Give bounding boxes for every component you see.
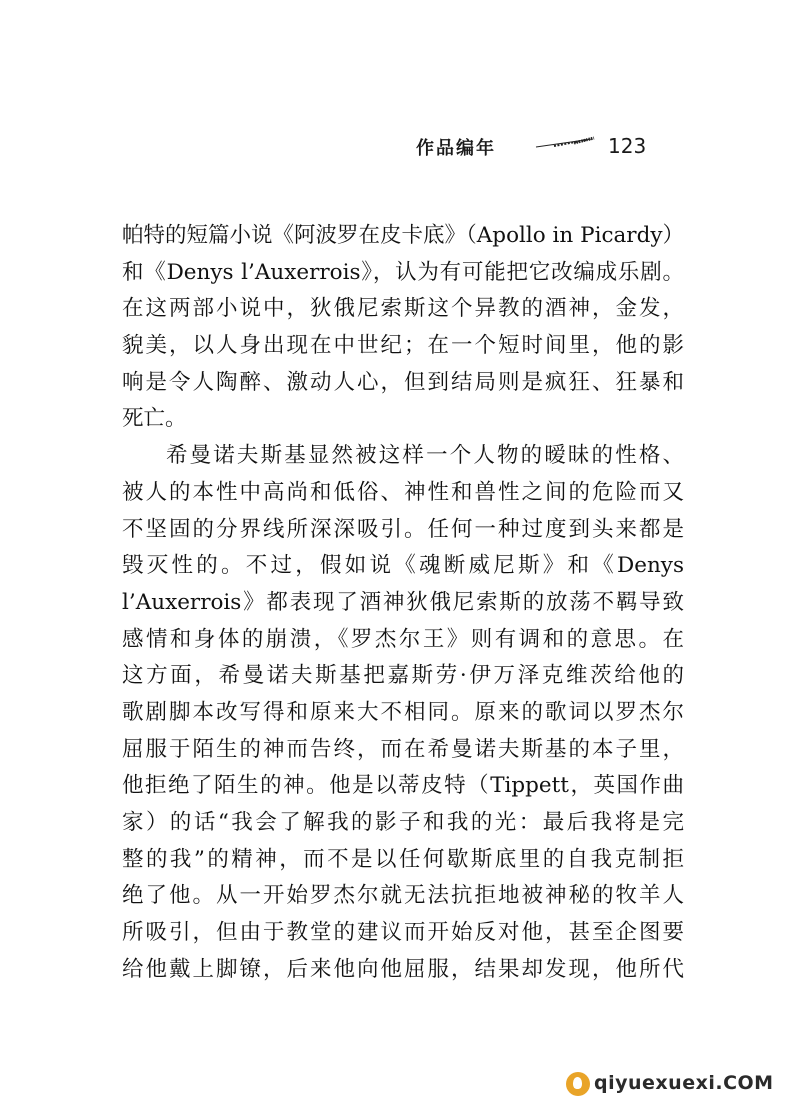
text-line: 屈服于陌生的神而告终，而在希曼诺夫斯基的本子里， <box>122 736 684 762</box>
text-line: 死亡。 <box>122 406 187 432</box>
music-note-icon <box>566 1072 590 1096</box>
text-line: 被人的本性中高尚和低俗、神性和兽性之间的危险而又 <box>122 479 684 505</box>
text-line: 他拒绝了陌生的神。他是以蒂皮特（Tippett，英国作曲 <box>122 773 684 799</box>
text-line: 这方面，希曼诺夫斯基把嘉斯劳·伊万泽克维茨给他的 <box>122 663 684 689</box>
text-line: 绝了他。从一开始罗杰尔就无法抗拒地被神秘的牧羊人 <box>122 883 684 909</box>
text-line: 帕特的短篇小说《阿波罗在皮卡底》（Apollo in Picardy） <box>122 223 684 248</box>
text-line: 感情和身体的崩溃，《罗杰尔王》则有调和的意思。在 <box>122 626 684 652</box>
text-line: 响是令人陶醉、激动人心，但到结局则是疯狂、狂暴和 <box>122 369 684 395</box>
text-line: 毁灭性的。不过，假如说《魂断威尼斯》和《Denys <box>122 553 684 579</box>
text-line: 在这两部小说中，狄俄尼索斯这个异教的酒神，金发， <box>122 296 684 322</box>
site-watermark <box>566 1070 774 1100</box>
decorative-flourish-icon <box>534 136 596 150</box>
text-line: 给他戴上脚镣，后来他向他屈服，结果却发现，他所代 <box>122 956 684 982</box>
text-line: l’Auxerrois》都表现了酒神狄俄尼索斯的放荡不羁导致 <box>122 589 684 615</box>
text-line: 不坚固的分界线所深深吸引。任何一种过度到头来都是 <box>122 516 684 542</box>
section-title: 作品编年 <box>416 138 496 159</box>
text-line: 整的我”的精神，而不是以任何歇斯底里的自我克制拒 <box>122 846 684 872</box>
body-text <box>122 218 684 988</box>
text-line: 家）的话“我会了解我的影子和我的光：最后我将是完 <box>122 810 684 835</box>
paragraph <box>122 218 684 438</box>
text-line: 和《Denys l’Auxerrois》，认为有可能把它改编成乐剧。 <box>122 259 684 285</box>
text-line: 希曼诺夫斯基显然被这样一个人物的暧昧的性格、 <box>166 443 684 469</box>
running-header <box>416 130 656 162</box>
text-line: 歌剧脚本改写得和原来大不相同。原来的歌词以罗杰尔 <box>122 699 684 725</box>
page-number: 123 <box>608 134 647 158</box>
text-line: 所吸引，但由于教堂的建议而开始反对他，甚至企图要 <box>122 920 684 946</box>
text-line: 貌美，以人身出现在中世纪；在一个短时间里，他的影 <box>122 333 684 359</box>
watermark-text: qiyuexuexi.COM <box>594 1072 774 1094</box>
paragraph <box>122 438 684 988</box>
